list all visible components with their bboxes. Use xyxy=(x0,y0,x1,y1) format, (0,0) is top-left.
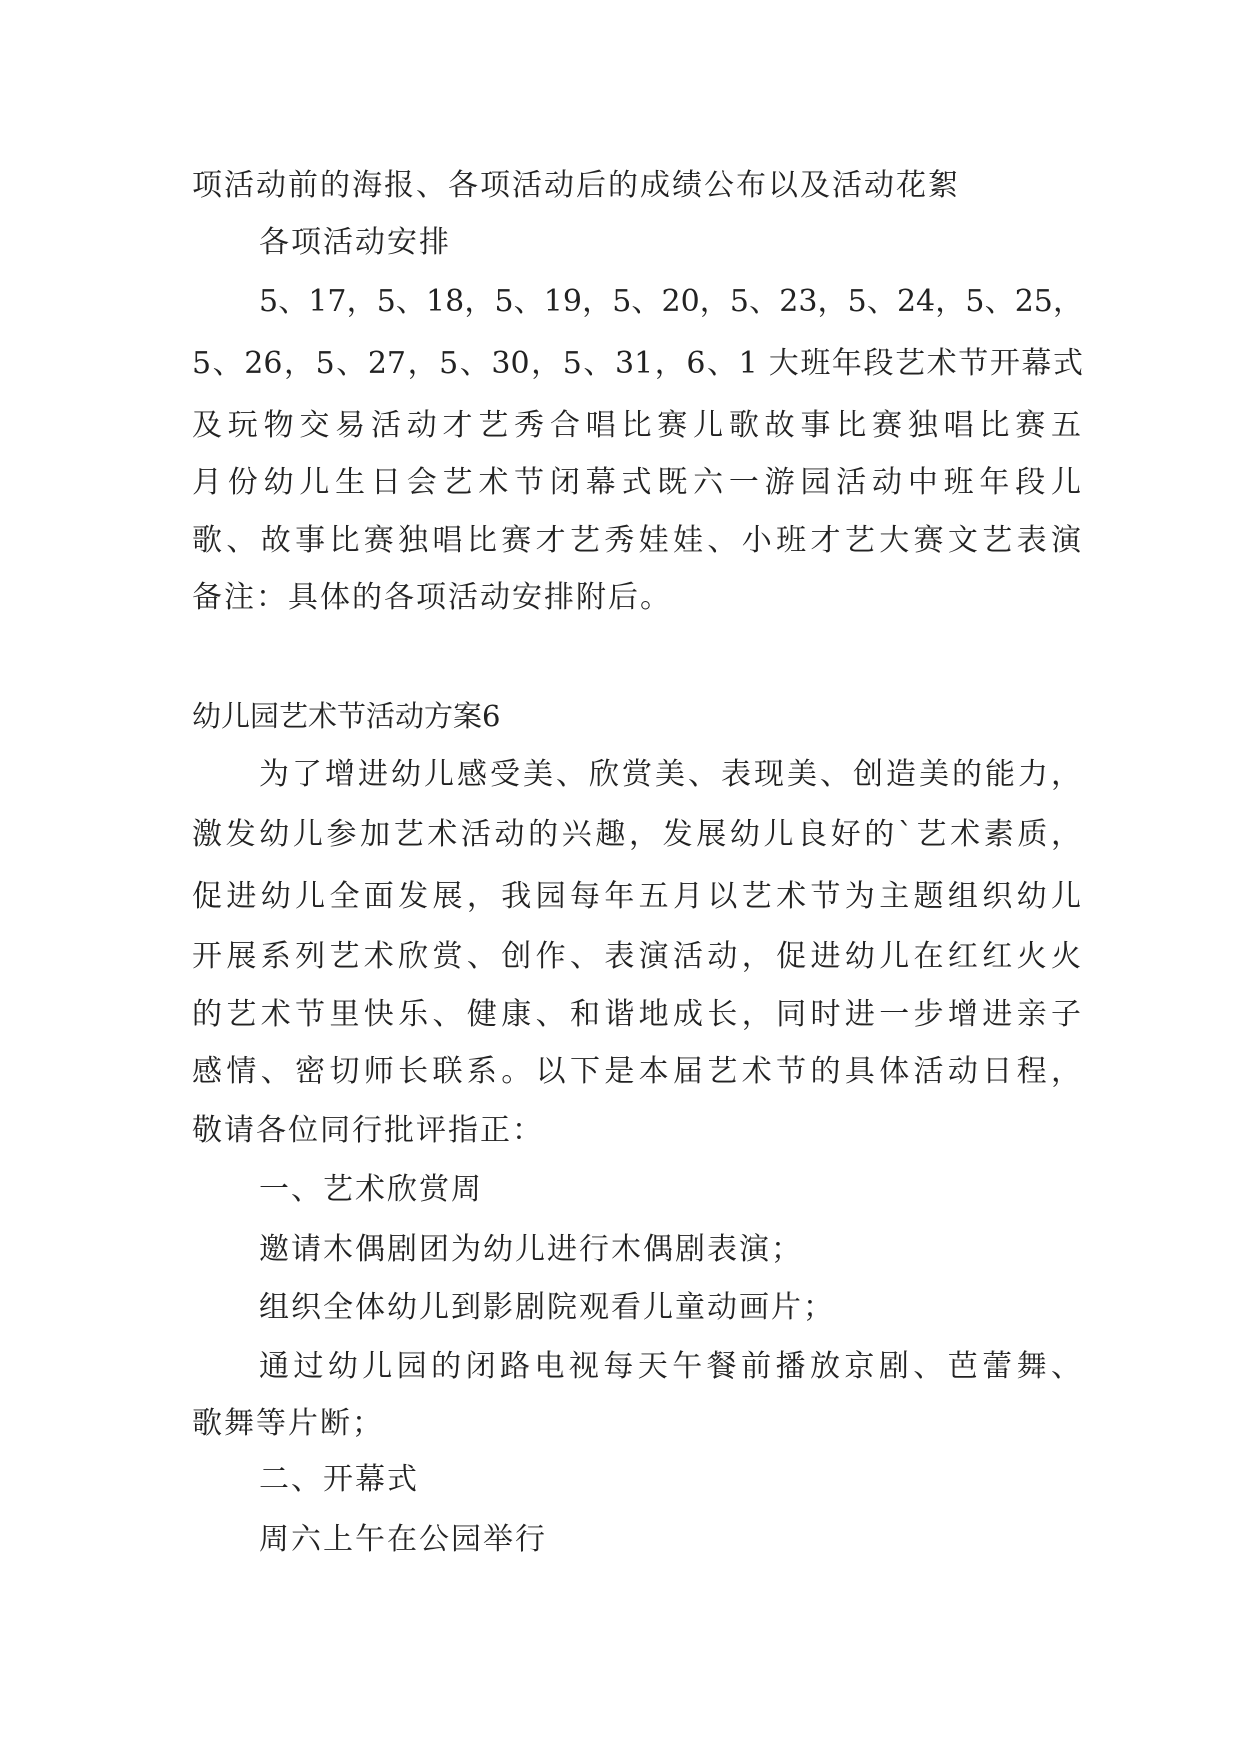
text-line: 开展系列艺术欣赏、创作、表演活动，促进幼儿在红红火火 xyxy=(192,939,1083,974)
text-line: 的艺术节里快乐、健康、和谐地成长，同时进一步增进亲子 xyxy=(192,997,1083,1032)
text-line: 歌舞等片断； xyxy=(192,1406,384,1441)
text-line: 歌、故事比赛独唱比赛才艺秀娃娃、小班才艺大赛文艺表演 xyxy=(192,523,1083,558)
text-line: 通过幼儿园的闭路电视每天午餐前播放京剧、芭蕾舞、 xyxy=(259,1349,1083,1384)
text-line: 感情、密切师长联系。以下是本届艺术节的具体活动日程， xyxy=(192,1054,1083,1089)
text-line: 周六上午在公园举行 xyxy=(259,1522,547,1557)
text-line: 敬请各位同行批评指正： xyxy=(192,1113,544,1148)
text-line: 及玩物交易活动才艺秀合唱比赛儿歌故事比赛独唱比赛五 xyxy=(192,408,1083,443)
text-line: 5、26，5、27，5、30，5、31，6、1 大班年段艺术节开幕式 xyxy=(192,346,1083,381)
text-line: 备注：具体的各项活动安排附后。 xyxy=(192,580,672,615)
text-line: 5、17，5、18，5、19，5、20，5、23，5、24，5、25， xyxy=(259,284,1083,319)
text-line: 一、艺术欣赏周 xyxy=(259,1172,483,1207)
text-line: 月份幼儿生日会艺术节闭幕式既六一游园活动中班年段儿 xyxy=(192,465,1083,500)
text-line: 二、开幕式 xyxy=(259,1462,419,1497)
text-line: 组织全体幼儿到影剧院观看儿童动画片； xyxy=(259,1290,835,1325)
text-line: 邀请木偶剧团为幼儿进行木偶剧表演； xyxy=(259,1232,803,1267)
text-line: 激发幼儿参加艺术活动的兴趣，发展幼儿良好的`艺术素质， xyxy=(192,817,1083,852)
text-line: 为了增进幼儿感受美、欣赏美、表现美、创造美的能力， xyxy=(259,757,1083,792)
text-line: 促进幼儿全面发展，我园每年五月以艺术节为主题组织幼儿 xyxy=(192,879,1083,914)
section-heading: 幼儿园艺术节活动方案6 xyxy=(192,699,501,733)
text-line: 项活动前的海报、各项活动后的成绩公布以及活动花絮 xyxy=(192,168,960,203)
text-line: 各项活动安排 xyxy=(259,225,451,260)
